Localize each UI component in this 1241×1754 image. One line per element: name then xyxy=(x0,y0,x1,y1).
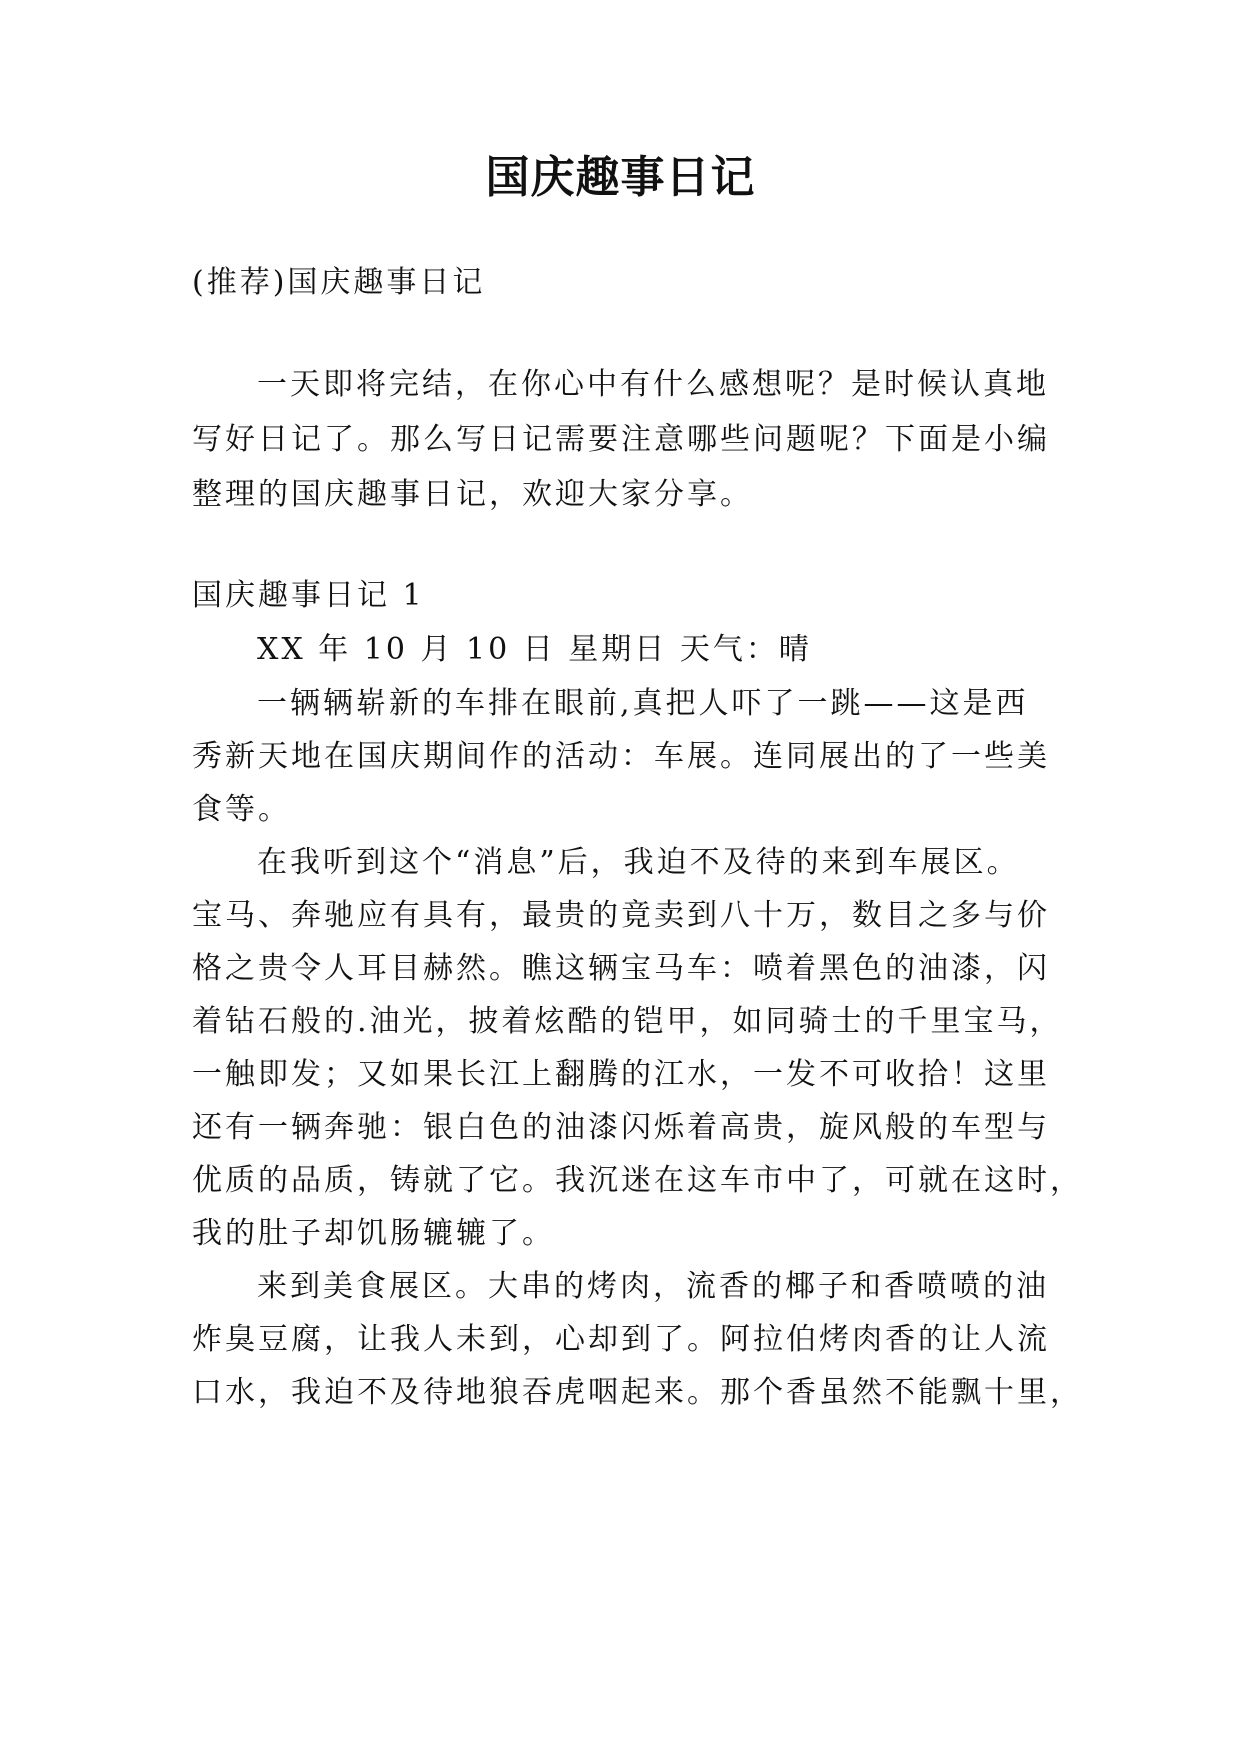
section-heading: 国庆趣事日记 1 xyxy=(192,578,425,613)
paragraph-line: 格之贵令人耳目赫然。瞧这辆宝马车：喷着黑色的油漆，闪 xyxy=(192,951,1050,986)
paragraph-line: 食等。 xyxy=(192,792,291,827)
document-subtitle: (推荐)国庆趣事日记 xyxy=(192,265,486,300)
paragraph-line: 优质的品质，铸就了它。我沉迷在这车市中了，可就在这时， xyxy=(192,1163,1083,1198)
paragraph-line: 口水，我迫不及待地狼吞虎咽起来。那个香虽然不能飘十里， xyxy=(192,1375,1083,1410)
intro-line: 一天即将完结，在你心中有什么感想呢？是时候认真地 xyxy=(257,367,1049,402)
paragraph-line: 一触即发；又如果长江上翻腾的江水，一发不可收拾！这里 xyxy=(192,1057,1050,1092)
paragraph-line: 秀新天地在国庆期间作的活动：车展。连同展出的了一些美 xyxy=(192,739,1050,774)
diary-date-line: XX 年 10 月 10 日 星期日 天气：晴 xyxy=(257,632,812,667)
paragraph-line: 着钻石般的.油光，披着炫酷的铠甲，如同骑士的千里宝马， xyxy=(192,1004,1063,1039)
paragraph-line: 一辆辆崭新的车排在眼前,真把人吓了一跳——这是西 xyxy=(257,686,1029,721)
paragraph-line: 炸臭豆腐，让我人未到，心却到了。阿拉伯烤肉香的让人流 xyxy=(192,1322,1050,1357)
paragraph-line: 来到美食展区。大串的烤肉，流香的椰子和香喷喷的油 xyxy=(257,1269,1049,1304)
paragraph-line: 宝马、奔驰应有具有，最贵的竟卖到八十万，数目之多与价 xyxy=(192,898,1050,933)
document-title: 国庆趣事日记 xyxy=(485,152,756,203)
intro-line: 整理的国庆趣事日记，欢迎大家分享。 xyxy=(192,477,753,512)
paragraph-line: 我的肚子却饥肠辘辘了。 xyxy=(192,1216,555,1251)
paragraph-line: 还有一辆奔驰：银白色的油漆闪烁着高贵，旋风般的车型与 xyxy=(192,1110,1050,1145)
intro-line: 写好日记了。那么写日记需要注意哪些问题呢？下面是小编 xyxy=(192,422,1050,457)
paragraph-line: 在我听到这个“消息”后，我迫不及待的来到车展区。 xyxy=(257,845,1020,880)
